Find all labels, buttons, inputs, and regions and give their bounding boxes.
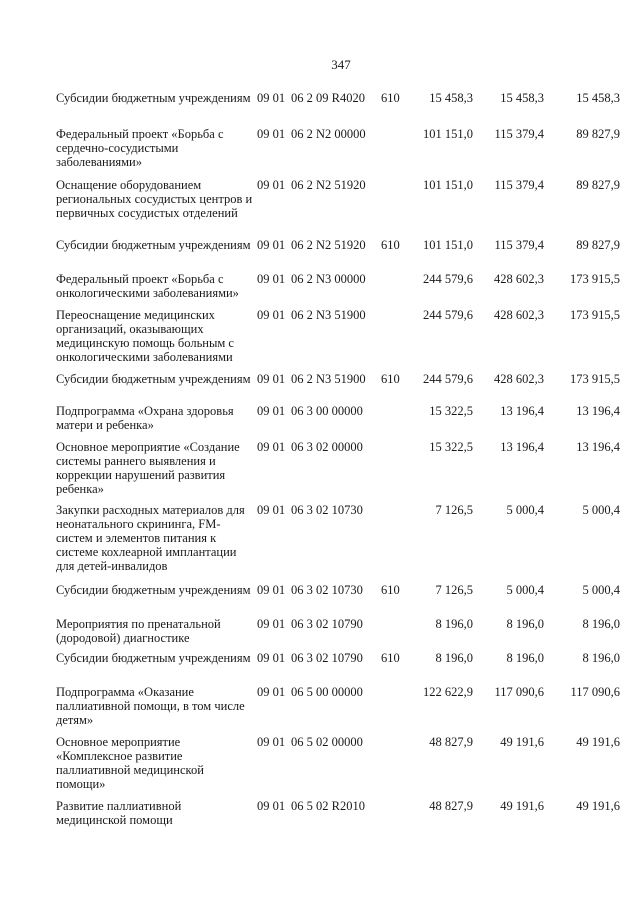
row-name: Закупки расходных материалов для неонатального скрининга, FM-систем и элементов питания к системе кохлеарной имплантации для детей-инвалидов <box>56 503 245 573</box>
amount-year-1: 48 827,9 <box>429 735 473 749</box>
section-code: 09 01 <box>257 238 286 252</box>
amount-year-3: 173 915,5 <box>570 272 620 286</box>
section-code: 09 01 <box>257 372 286 386</box>
section-code: 09 01 <box>257 735 286 749</box>
row-name: Субсидии бюджетным учреждениям <box>56 91 251 105</box>
amount-year-2: 115 379,4 <box>494 178 544 192</box>
amount-year-1: 122 622,9 <box>423 685 473 699</box>
amount-year-1: 48 827,9 <box>429 799 473 813</box>
amount-year-1: 15 322,5 <box>429 440 473 454</box>
amount-year-2: 428 602,3 <box>494 372 544 386</box>
amount-year-3: 117 090,6 <box>570 685 620 699</box>
row-name: Субсидии бюджетным учреждениям <box>56 372 251 386</box>
section-code: 09 01 <box>257 617 286 631</box>
target-item-code: 06 5 02 00000 <box>291 735 363 749</box>
amount-year-3: 5 000,4 <box>582 583 620 597</box>
target-item-code: 06 5 00 00000 <box>291 685 363 699</box>
row-name: Оснащение оборудованием региональных сосудистых центров и первичных сосудистых отделений <box>56 178 253 220</box>
expense-type-code: 610 <box>381 91 400 105</box>
amount-year-2: 117 090,6 <box>494 685 544 699</box>
amount-year-2: 49 191,6 <box>500 799 544 813</box>
target-item-code: 06 2 N2 51920 <box>291 238 366 252</box>
amount-year-3: 13 196,4 <box>576 404 620 418</box>
amount-year-1: 8 196,0 <box>435 651 473 665</box>
amount-year-1: 101 151,0 <box>423 127 473 141</box>
amount-year-3: 173 915,5 <box>570 372 620 386</box>
target-item-code: 06 3 00 00000 <box>291 404 363 418</box>
target-item-code: 06 3 02 10790 <box>291 651 363 665</box>
amount-year-3: 8 196,0 <box>582 617 620 631</box>
page-number: 347 <box>331 57 351 72</box>
section-code: 09 01 <box>257 583 286 597</box>
amount-year-3: 15 458,3 <box>576 91 620 105</box>
section-code: 09 01 <box>257 685 286 699</box>
amount-year-3: 89 827,9 <box>576 127 620 141</box>
row-name: Развитие паллиативной медицинской помощи <box>56 799 182 827</box>
expense-type-code: 610 <box>381 372 400 386</box>
row-name: Мероприятия по пренатальной (дородовой) диагностике <box>56 617 221 645</box>
target-item-code: 06 2 N3 51900 <box>291 372 366 386</box>
amount-year-2: 115 379,4 <box>494 127 544 141</box>
section-code: 09 01 <box>257 91 286 105</box>
section-code: 09 01 <box>257 651 286 665</box>
amount-year-2: 115 379,4 <box>494 238 544 252</box>
amount-year-1: 244 579,6 <box>423 308 473 322</box>
expense-type-code: 610 <box>381 583 400 597</box>
section-code: 09 01 <box>257 799 286 813</box>
amount-year-1: 7 126,5 <box>435 503 473 517</box>
amount-year-2: 8 196,0 <box>506 617 544 631</box>
expense-type-code: 610 <box>381 238 400 252</box>
section-code: 09 01 <box>257 308 286 322</box>
amount-year-2: 13 196,4 <box>500 404 544 418</box>
section-code: 09 01 <box>257 178 286 192</box>
amount-year-2: 5 000,4 <box>506 583 544 597</box>
row-name: Федеральный проект «Борьба с онкологическими заболеваниями» <box>56 272 239 300</box>
section-code: 09 01 <box>257 127 286 141</box>
amount-year-1: 244 579,6 <box>423 272 473 286</box>
target-item-code: 06 3 02 10790 <box>291 617 363 631</box>
target-item-code: 06 2 N2 51920 <box>291 178 366 192</box>
row-name: Субсидии бюджетным учреждениям <box>56 238 251 252</box>
row-name: Основное мероприятие «Комплексное развитие паллиативной медицинской помощи» <box>56 735 204 791</box>
row-name: Основное мероприятие «Создание системы раннего выявления и коррекции нарушений развития ребенка» <box>56 440 240 496</box>
target-item-code: 06 3 02 10730 <box>291 503 363 517</box>
amount-year-3: 13 196,4 <box>576 440 620 454</box>
row-name: Переоснащение медицинских организаций, оказывающих медицинскую помощь больным с онкологическими заболеваниями <box>56 308 234 364</box>
row-name: Подпрограмма «Оказание паллиативной помощи, в том числе детям» <box>56 685 245 727</box>
amount-year-1: 244 579,6 <box>423 372 473 386</box>
target-item-code: 06 5 02 R2010 <box>291 799 365 813</box>
amount-year-3: 173 915,5 <box>570 308 620 322</box>
row-name: Федеральный проект «Борьба с сердечно-сосудистыми заболеваниями» <box>56 127 224 169</box>
section-code: 09 01 <box>257 272 286 286</box>
amount-year-2: 15 458,3 <box>500 91 544 105</box>
amount-year-2: 13 196,4 <box>500 440 544 454</box>
target-item-code: 06 2 N3 00000 <box>291 272 366 286</box>
target-item-code: 06 3 02 00000 <box>291 440 363 454</box>
row-name: Субсидии бюджетным учреждениям <box>56 651 251 665</box>
amount-year-3: 89 827,9 <box>576 178 620 192</box>
amount-year-1: 101 151,0 <box>423 238 473 252</box>
expense-type-code: 610 <box>381 651 400 665</box>
amount-year-1: 8 196,0 <box>435 617 473 631</box>
section-code: 09 01 <box>257 440 286 454</box>
section-code: 09 01 <box>257 503 286 517</box>
amount-year-1: 7 126,5 <box>435 583 473 597</box>
row-name: Подпрограмма «Охрана здоровья матери и ребенка» <box>56 404 234 432</box>
target-item-code: 06 2 N3 51900 <box>291 308 366 322</box>
amount-year-1: 101 151,0 <box>423 178 473 192</box>
section-code: 09 01 <box>257 404 286 418</box>
amount-year-3: 5 000,4 <box>582 503 620 517</box>
amount-year-2: 5 000,4 <box>506 503 544 517</box>
amount-year-3: 89 827,9 <box>576 238 620 252</box>
row-name: Субсидии бюджетным учреждениям <box>56 583 251 597</box>
amount-year-1: 15 458,3 <box>429 91 473 105</box>
amount-year-1: 15 322,5 <box>429 404 473 418</box>
amount-year-2: 49 191,6 <box>500 735 544 749</box>
amount-year-2: 428 602,3 <box>494 272 544 286</box>
amount-year-2: 428 602,3 <box>494 308 544 322</box>
amount-year-3: 8 196,0 <box>582 651 620 665</box>
target-item-code: 06 2 N2 00000 <box>291 127 366 141</box>
target-item-code: 06 2 09 R4020 <box>291 91 365 105</box>
target-item-code: 06 3 02 10730 <box>291 583 363 597</box>
amount-year-3: 49 191,6 <box>576 735 620 749</box>
amount-year-2: 8 196,0 <box>506 651 544 665</box>
amount-year-3: 49 191,6 <box>576 799 620 813</box>
